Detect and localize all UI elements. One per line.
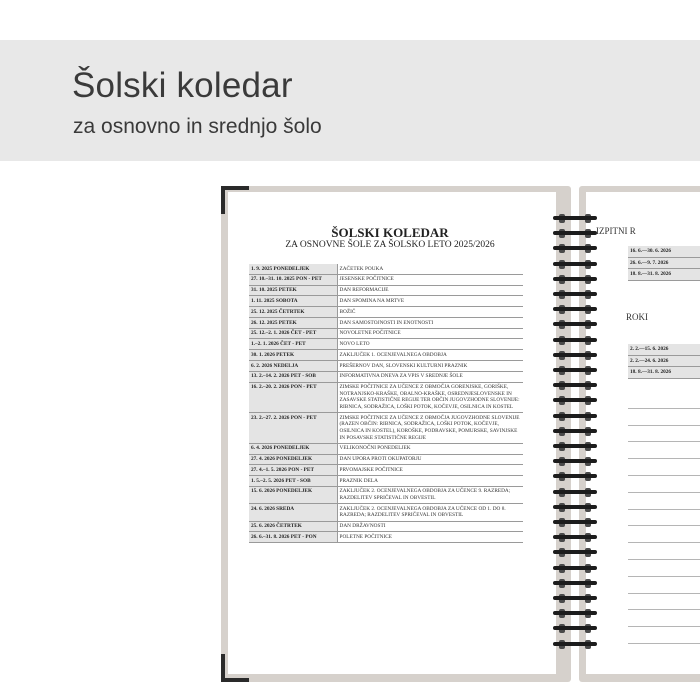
table-row bbox=[249, 521, 523, 532]
exam-table-top bbox=[628, 246, 700, 281]
table-row bbox=[249, 339, 523, 350]
table-row bbox=[628, 257, 700, 269]
page-title: Šolski koledar bbox=[72, 66, 293, 105]
row-date: 30. 1. 2026 PETEK bbox=[249, 350, 337, 361]
row-date: 1. 11. 2025 SOBOTA bbox=[249, 296, 337, 307]
row-date: 25. 6. 2026 ČETRTEK bbox=[249, 521, 337, 532]
row-description: NOVOLETNE POČITNICE bbox=[337, 328, 523, 339]
row-date: 1.–2. 1. 2026 ČET - PET bbox=[249, 339, 337, 350]
ruled-lines bbox=[628, 392, 700, 644]
spiral-ring bbox=[553, 472, 597, 481]
table-row bbox=[628, 355, 700, 367]
calendar-subtitle: ZA OSNOVNE ŠOLE ZA ŠOLSKO LETO 2025/2026 bbox=[285, 240, 495, 250]
spiral-ring bbox=[553, 381, 597, 390]
ruled-line bbox=[628, 543, 700, 560]
table-row bbox=[249, 476, 523, 487]
row-description: NOVO LETO bbox=[337, 339, 523, 350]
spiral-ring bbox=[553, 640, 597, 649]
spiral-ring bbox=[553, 488, 597, 497]
exam-date: 26. 6.—9. 7. 2026 bbox=[628, 257, 700, 269]
spiral-ring bbox=[553, 548, 597, 557]
ruled-line bbox=[628, 560, 700, 577]
row-date: 23. 2.–27. 2. 2026 PON - PET bbox=[249, 413, 337, 444]
spiral-ring bbox=[553, 579, 597, 588]
row-date: 31. 10. 2025 PETEK bbox=[249, 285, 337, 296]
ruled-line bbox=[628, 493, 700, 510]
table-row bbox=[249, 274, 523, 285]
table-row bbox=[628, 367, 700, 379]
row-description: DAN DRŽAVNOSTI bbox=[337, 521, 523, 532]
spiral-ring bbox=[553, 214, 597, 223]
corner-bottom-left bbox=[221, 678, 249, 682]
row-date: 1. 9. 2025 PONEDELJEK bbox=[249, 264, 337, 274]
row-description: ZIMSKE POČITNICE ZA UČENCE Z OBMOČJA GORENJSKE, GORIŠKE, NOTRANJSKO-KRAŠKE, OBALNO-KRAŠKE, OSREDNJESLOVENSKE IN ZASAVSKE STATISTIČNE REGIJE TER OBČIN JUGOVZHODNE SLOVENIJE: RIBNICA, SODRAŽICA, LOŠKI POTOK, KOČEVJE, OSILNICA IN KOSTEL bbox=[337, 382, 523, 413]
row-description: DAN REFORMACIJE bbox=[337, 285, 523, 296]
exam-heading: IZPITNI R bbox=[596, 226, 636, 236]
spiral-ring bbox=[553, 503, 597, 512]
table-row bbox=[249, 296, 523, 307]
spiral-ring bbox=[553, 594, 597, 603]
ruled-line bbox=[628, 526, 700, 543]
row-date: 27. 4. 2026 PONEDELJEK bbox=[249, 454, 337, 465]
spiral-ring bbox=[553, 518, 597, 527]
row-date: 25. 12. 2025 ČETRTEK bbox=[249, 307, 337, 318]
ruled-line bbox=[628, 442, 700, 459]
row-date: 6. 2. 2026 NEDELJA bbox=[249, 361, 337, 372]
table-row bbox=[628, 246, 700, 257]
exam-date: 18. 8.—31. 8. 2026 bbox=[628, 367, 700, 379]
ruled-line bbox=[628, 459, 700, 476]
spiral-ring bbox=[553, 320, 597, 329]
row-date: 27. 4.–1. 5. 2026 PON - PET bbox=[249, 465, 337, 476]
exam-date: 2. 2.—24. 6. 2026 bbox=[628, 355, 700, 367]
deadlines-heading: ROKI bbox=[626, 312, 648, 322]
table-row bbox=[249, 443, 523, 454]
ruled-line bbox=[628, 594, 700, 611]
ruled-line bbox=[628, 510, 700, 527]
row-date: 26. 12. 2025 PETEK bbox=[249, 317, 337, 328]
ruled-line bbox=[628, 577, 700, 594]
table-row bbox=[249, 285, 523, 296]
table-row bbox=[249, 328, 523, 339]
table-row bbox=[249, 371, 523, 382]
spiral-ring bbox=[553, 533, 597, 542]
spiral-binding bbox=[553, 214, 597, 654]
table-row bbox=[249, 413, 523, 444]
calendar-title: ŠOLSKI KOLEDAR bbox=[331, 225, 449, 240]
row-description: VELIKONOČNI PONEDELJEK bbox=[337, 443, 523, 454]
spiral-ring bbox=[553, 457, 597, 466]
spiral-ring bbox=[553, 229, 597, 238]
spiral-ring bbox=[553, 624, 597, 633]
spiral-ring bbox=[553, 609, 597, 618]
row-description: PRAZNIK DELA bbox=[337, 476, 523, 487]
table-row bbox=[249, 264, 523, 274]
table-row bbox=[249, 454, 523, 465]
corner-top-left bbox=[221, 186, 249, 190]
ruled-line bbox=[628, 392, 700, 409]
spiral-ring bbox=[553, 396, 597, 405]
row-description: PREŠERNOV DAN, SLOVENSKI KULTURNI PRAZNIK bbox=[337, 361, 523, 372]
spiral-ring bbox=[553, 244, 597, 253]
row-description: ZAKLJUČEK 2. OCENJEVALNEGA OBDOBJA ZA UČENCE 9. RAZREDA; RAZDELITEV SPRIČEVAL IN OBVESTIL bbox=[337, 486, 523, 503]
row-description: ZIMSKE POČITNICE ZA UČENCE Z OBMOČJA JUGOVZHODNE SLOVENIJE (RAZEN OBČIN: RIBNICA, SODRAŽICA, LOŠKI POTOK, KOČEVJE, OSILNICA IN KOSTEL), KOROŠKE, PODRAVSKE, POMURSKE, SAVINJSKE IN POSAVSKE STATISTIČNE REGIJE bbox=[337, 413, 523, 444]
exam-table-bottom bbox=[628, 344, 700, 379]
table-row bbox=[249, 532, 523, 543]
row-date: 1. 5.–2. 5. 2026 PET - SOB bbox=[249, 476, 337, 487]
exam-date: 16. 6.—30. 6. 2026 bbox=[628, 246, 700, 257]
row-description: POLETNE POČITNICE bbox=[337, 532, 523, 543]
table-row bbox=[249, 361, 523, 372]
ruled-line bbox=[628, 426, 700, 443]
row-description: ZAKLJUČEK 1. OCENJEVALNEGA OBDOBJA bbox=[337, 350, 523, 361]
table-row bbox=[249, 317, 523, 328]
row-description: INFORMATIVNA DNEVA ZA VPIS V SREDNJE ŠOLE bbox=[337, 371, 523, 382]
spiral-ring bbox=[553, 275, 597, 284]
table-row bbox=[249, 465, 523, 476]
row-date: 27. 10.–31. 10. 2025 PON - PET bbox=[249, 274, 337, 285]
spiral-ring bbox=[553, 427, 597, 436]
row-date: 25. 12.–2. 1. 2026 ČET - PET bbox=[249, 328, 337, 339]
spiral-ring bbox=[553, 290, 597, 299]
table-row bbox=[249, 382, 523, 413]
row-description: PRVOMAJSKE POČITNICE bbox=[337, 465, 523, 476]
ruled-line bbox=[628, 627, 700, 644]
spiral-ring bbox=[553, 442, 597, 451]
row-description: JESENSKE POČITNICE bbox=[337, 274, 523, 285]
row-date: 26. 6.–31. 8. 2026 PET - PON bbox=[249, 532, 337, 543]
table-row bbox=[249, 350, 523, 361]
spiral-ring bbox=[553, 305, 597, 314]
row-date: 16. 2.–20. 2. 2026 PON - PET bbox=[249, 382, 337, 413]
corner-bottom-left-side bbox=[221, 654, 225, 682]
row-description: DAN SAMOSTOJNOSTI IN ENOTNOSTI bbox=[337, 317, 523, 328]
row-date: 6. 4. 2026 PONEDELJEK bbox=[249, 443, 337, 454]
ruled-line bbox=[628, 610, 700, 627]
spiral-ring bbox=[553, 564, 597, 573]
spiral-ring bbox=[553, 366, 597, 375]
ruled-line bbox=[628, 476, 700, 493]
row-description: ZAČETEK POUKA bbox=[337, 264, 523, 274]
table-row bbox=[249, 504, 523, 521]
page-subtitle: za osnovno in srednjo šolo bbox=[73, 115, 322, 138]
corner-top-left-side bbox=[221, 186, 225, 214]
exam-date: 2. 2.—15. 6. 2026 bbox=[628, 344, 700, 355]
spiral-ring bbox=[553, 412, 597, 421]
table-row bbox=[628, 269, 700, 281]
row-date: 15. 6. 2026 PONEDELJEK bbox=[249, 486, 337, 503]
ruled-line bbox=[628, 409, 700, 426]
table-row bbox=[249, 486, 523, 503]
spiral-ring bbox=[553, 351, 597, 360]
row-description: BOŽIČ bbox=[337, 307, 523, 318]
exam-date: 18. 8.—31. 8. 2026 bbox=[628, 269, 700, 281]
row-description: DAN UPORA PROTI OKUPATORJU bbox=[337, 454, 523, 465]
table-row bbox=[628, 344, 700, 355]
row-date: 24. 6. 2026 SREDA bbox=[249, 504, 337, 521]
spiral-ring bbox=[553, 336, 597, 345]
row-description: ZAKLJUČEK 2. OCENJEVALNEGA OBDOBJA ZA UČENCE OD 1. DO 8. RAZREDA; RAZDELITEV SPRIČEVAL IN OBVESTIL bbox=[337, 504, 523, 521]
spiral-ring bbox=[553, 260, 597, 269]
row-description: DAN SPOMINA NA MRTVE bbox=[337, 296, 523, 307]
table-row bbox=[249, 307, 523, 318]
row-date: 13. 2.–14. 2. 2026 PET - SOB bbox=[249, 371, 337, 382]
calendar-table bbox=[249, 264, 523, 543]
